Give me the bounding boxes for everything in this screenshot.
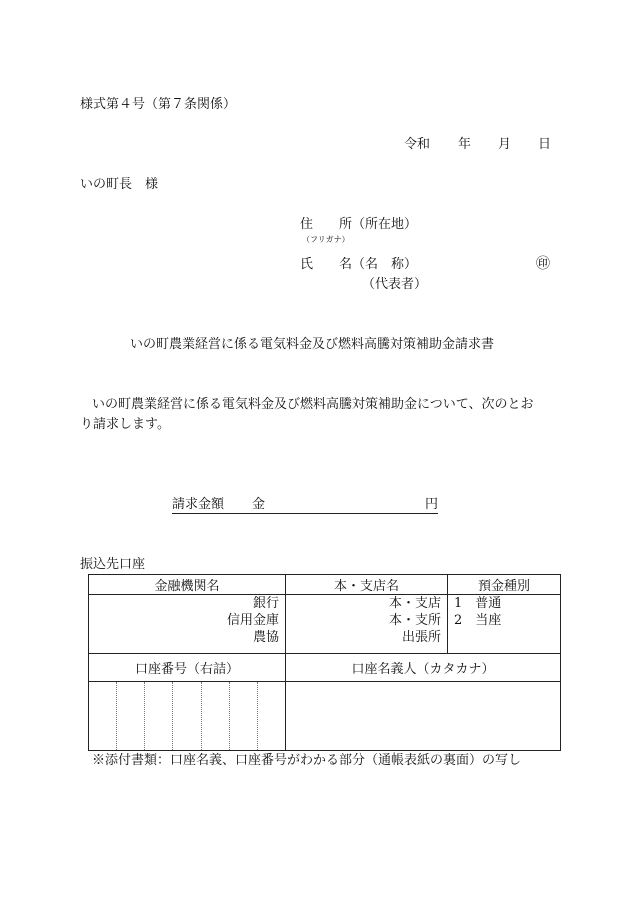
account-holder-header: 口座名義人（カタカナ） (286, 654, 561, 682)
amount-yen: 円 (424, 497, 438, 512)
deposit-header: 預金種別 (448, 575, 561, 595)
representative-label: （代表者） (362, 277, 428, 292)
digit-box[interactable] (145, 682, 173, 750)
institution-bank: 銀行 (252, 596, 279, 611)
amount-label: 請求金額 (172, 497, 225, 512)
amount-kin: 金 (252, 497, 266, 512)
deposit-futsu: 1 普通 (454, 596, 502, 611)
furigana-label: （フリガナ） (302, 235, 350, 244)
account-number-header: 口座番号（右詰） (89, 654, 286, 682)
branch-shucchosho: 出張所 (401, 630, 441, 645)
institution-ja: 農協 (252, 630, 279, 645)
address-label: 住 所（所在地） (300, 217, 418, 232)
institution-header: 金融機関名 (89, 575, 286, 595)
account-number-field[interactable] (89, 682, 286, 751)
date-era: 令和 (404, 137, 431, 152)
bank-section-label: 振込先口座 (80, 557, 146, 572)
date-month: 月 (498, 137, 512, 152)
attachment-note: ※添付書類：口座名義、口座番号がわかる部分（通帳表紙の裏面）の写し (92, 753, 522, 768)
digit-box[interactable] (202, 682, 230, 750)
seal-mark: ㊞ (536, 256, 550, 272)
institution-shinkin: 信用金庫 (226, 613, 279, 628)
amount-line (172, 496, 438, 514)
digit-box[interactable] (173, 682, 201, 750)
branch-header: 本・支店名 (286, 575, 448, 595)
digit-box[interactable] (89, 682, 117, 750)
addressee: いの町長 様 (80, 177, 159, 192)
body-line-1: いの町農業経営に係る電気料金及び燃料高騰対策補助金について、次のとお (92, 397, 534, 412)
branch-honshiten: 本・支店 (388, 596, 441, 611)
date-year: 年 (458, 137, 472, 152)
account-holder-field[interactable] (286, 682, 561, 751)
name-label: 氏 名（名 称） (300, 257, 418, 272)
branch-cell (286, 595, 448, 654)
date-day: 日 (538, 137, 552, 152)
digit-box[interactable] (230, 682, 258, 750)
branch-honshisho: 本・支所 (388, 613, 441, 628)
digit-box[interactable] (258, 682, 285, 750)
institution-cell (89, 595, 286, 654)
bank-account-table (88, 574, 561, 751)
document-title: いの町農業経営に係る電気料金及び燃料高騰対策補助金請求書 (130, 337, 495, 352)
deposit-toza: 2 当座 (454, 613, 502, 628)
form-number: 様式第４号（第７条関係） (80, 97, 237, 112)
digit-box[interactable] (117, 682, 145, 750)
deposit-cell (448, 595, 561, 654)
body-line-2: り請求します。 (80, 417, 170, 432)
